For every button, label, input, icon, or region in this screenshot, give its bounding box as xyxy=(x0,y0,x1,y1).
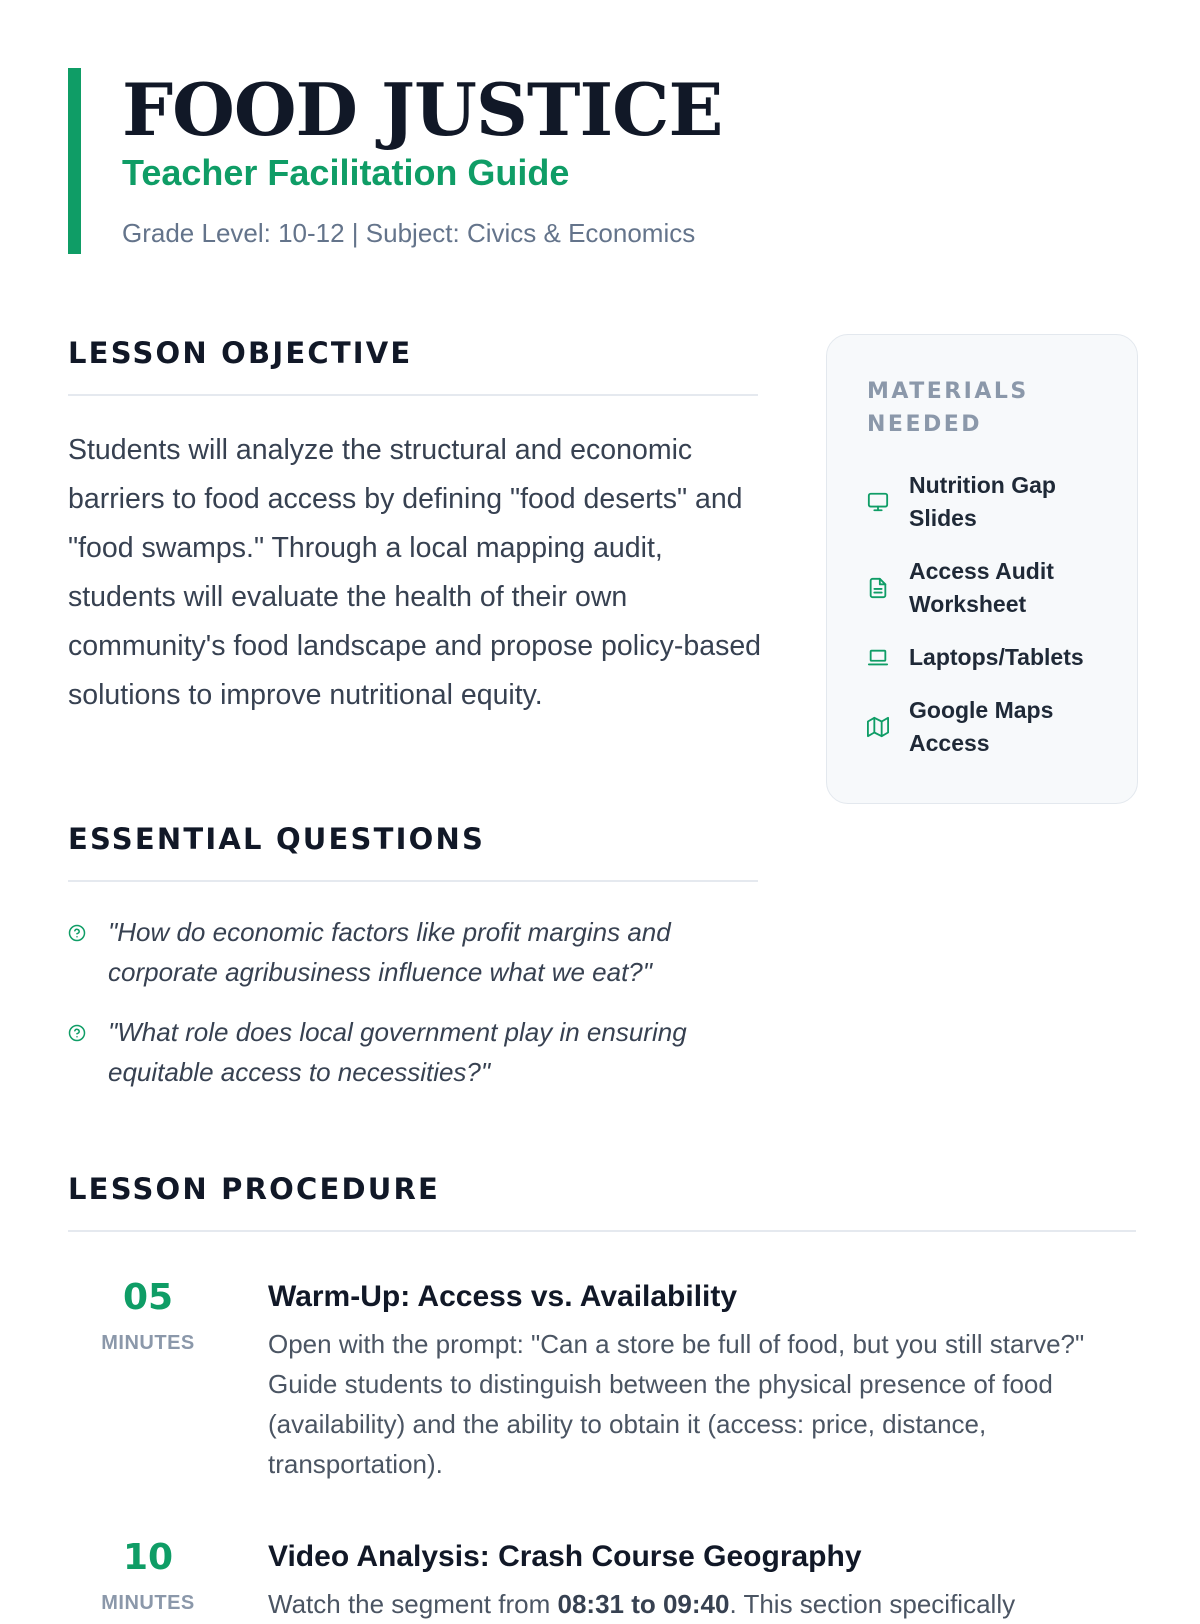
material-item-worksheet xyxy=(867,555,1099,621)
step-description-pre: Watch the segment from xyxy=(268,1589,558,1619)
material-label: Access Audit Worksheet xyxy=(909,558,1054,617)
questions-divider xyxy=(68,880,758,882)
step-minutes-unit: MINUTES xyxy=(101,1332,195,1354)
page xyxy=(68,0,1136,1619)
help-circle-icon xyxy=(68,1024,86,1042)
materials-list xyxy=(867,469,1099,760)
questions-list xyxy=(68,912,768,1112)
question-item xyxy=(68,912,768,992)
step-description: Open with the prompt: "Can a store be full of food, but you still starve?" Guide students to distinguish between the physical presence of food (availability) and the ability to obtain it (access: price, distance, transportation). xyxy=(268,1329,1085,1479)
question-text: "How do economic factors like profit margins and corporate agribusiness influence what we eat?" xyxy=(108,917,671,987)
materials-card xyxy=(826,334,1138,804)
objective-divider xyxy=(68,394,758,396)
material-item-laptops xyxy=(867,641,1099,674)
material-item-slides xyxy=(867,469,1099,535)
document-title: FOOD JUSTICE xyxy=(122,67,723,152)
step-description xyxy=(268,1584,1098,1624)
step-description-post: . This section specifically xyxy=(729,1589,1016,1619)
step-title: Video Analysis: Crash Course Geography xyxy=(268,1540,862,1573)
document-icon xyxy=(867,577,889,599)
questions-heading: ESSENTIAL QUESTIONS xyxy=(68,822,486,856)
document-subtitle: Teacher Facilitation Guide xyxy=(122,152,570,193)
step-minutes: 10 xyxy=(122,1537,174,1578)
laptop-icon xyxy=(867,647,889,669)
objective-text: Students will analyze the structural and economic barriers to food access by defining "food deserts" and "food swamps." Through a local mapping audit, students will evaluate the health of their own community's food landscape and propose policy-based solutions to improve nutritional equity. xyxy=(68,434,762,711)
procedure-divider xyxy=(68,1230,1136,1232)
step-title: Warm-Up: Access vs. Availability xyxy=(268,1280,738,1313)
procedure-heading: LESSON PROCEDURE xyxy=(68,1172,441,1206)
map-icon xyxy=(867,716,889,738)
monitor-icon xyxy=(867,491,889,513)
help-circle-icon xyxy=(68,924,86,942)
step-timestamp: 08:31 to 09:40 xyxy=(557,1589,730,1619)
step-minutes-unit: MINUTES xyxy=(101,1592,195,1614)
material-label: Nutrition Gap Slides xyxy=(909,472,1056,531)
step-minutes: 05 xyxy=(122,1277,174,1318)
objective-heading: LESSON OBJECTIVE xyxy=(68,336,413,370)
document-header xyxy=(68,68,828,254)
grade-subject-line: Grade Level: 10-12 | Subject: Civics & Economics xyxy=(122,218,696,248)
material-label: Google Maps Access xyxy=(909,697,1054,756)
material-label: Laptops/Tablets xyxy=(909,644,1084,670)
materials-heading: MATERIALS NEEDED xyxy=(867,379,1029,437)
question-item xyxy=(68,1012,768,1092)
question-text: "What role does local government play in ensuring equitable access to necessities?" xyxy=(108,1017,687,1087)
material-item-maps xyxy=(867,694,1099,760)
